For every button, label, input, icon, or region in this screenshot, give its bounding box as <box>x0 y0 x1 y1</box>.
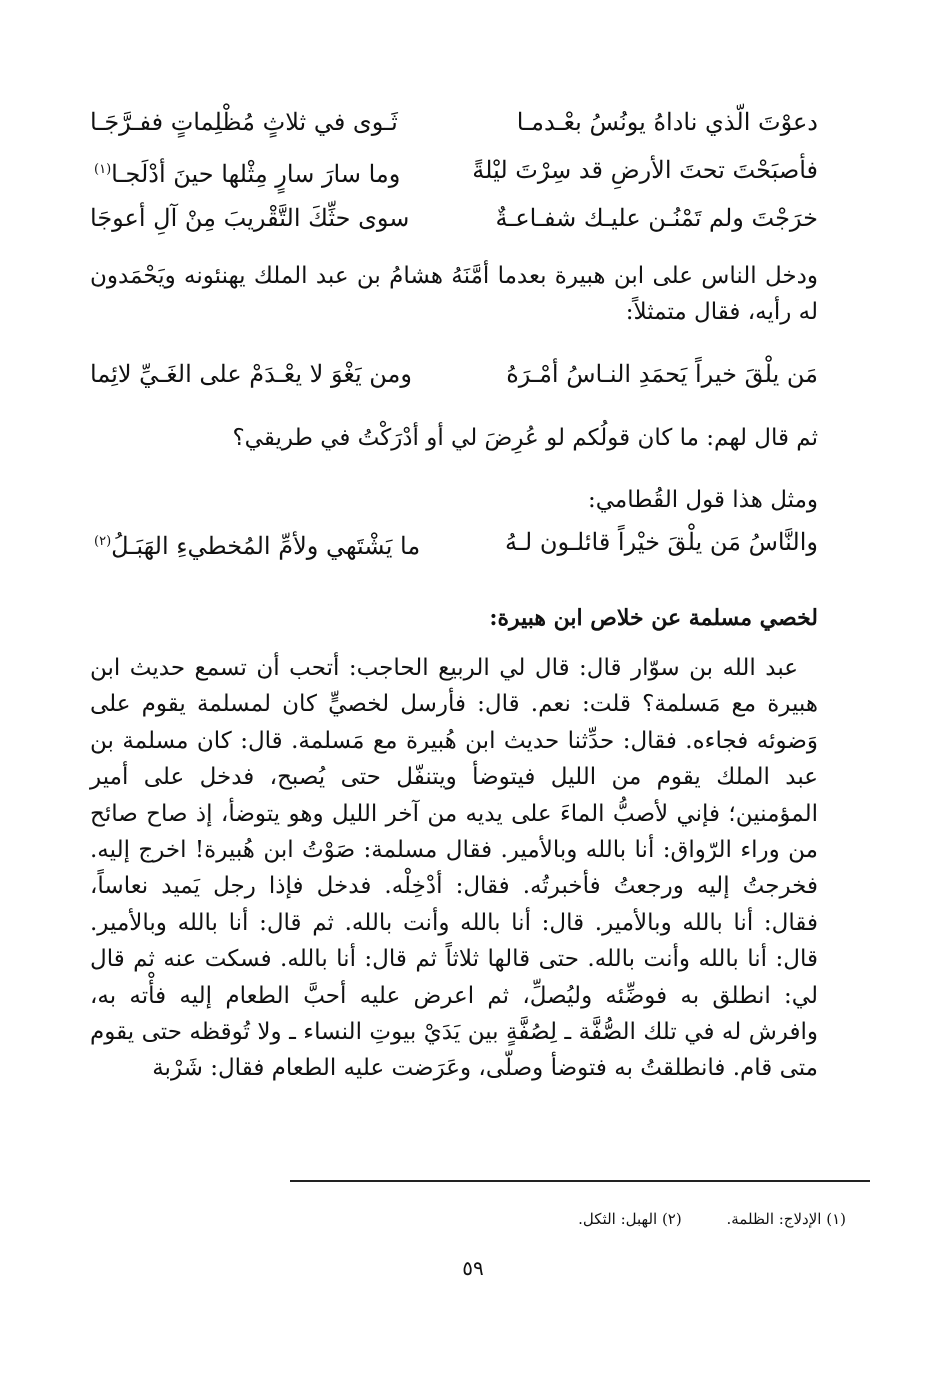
verse-line <box>90 100 818 144</box>
verse-second-hemistich: ومن يَغْوَ لا يعْـدَمْ على الغَـيِّ لائِما <box>90 360 412 388</box>
verse-second-hemistich: ما يَشْتَهي ولأمِّ المُخطيءِ الهَبَـلُ <box>111 532 421 560</box>
verse-first-hemistich: والنَّاسُ مَن يلْقَ خيْراً قائلـون لـهُ <box>505 528 818 556</box>
verse-line <box>90 520 818 564</box>
footnotes <box>538 1206 846 1232</box>
paragraph-intro: ودخل الناس على ابن هبيرة بعدما أمَّنَهُ هشامُ بن عبد الملك يهنئونه ويَحْمَدون له رأيه، فقال متمثلاً: <box>90 263 818 325</box>
verse-second-hemistich: وما سارَ سارٍ مِثْلها حينَ أدْلَجـا <box>111 160 401 188</box>
paragraph-question: ثم قال لهم: ما كان قولُكم لو عُرِضَ لي أو أدْرَكْتُ في طريقي؟ <box>232 425 818 451</box>
verse-first-hemistich: فأصبَحْتَ تحتَ الأرضِ قد سِرْتَ ليْلةً <box>472 156 818 184</box>
footnote-2: (٢) الهبل: الثكل. <box>578 1210 682 1228</box>
verse-line <box>90 148 818 192</box>
verse-line <box>90 352 818 396</box>
body-paragraph: عبد الله بن سوّار قال: قال لي الربيع الحاجب: أتحب أن تسمع حديث ابن هبيرة مع مَسلمة؟ قلت: نعم. قال: فأرسل لخصيٍّ كان لمسلمة يقوم على وَضوئه فجاءه. فقال: حدِّثنا حديث ابن هُبيرة مع مَسلمة. قال: كان مسلمة بن عبد الملك يقوم من الليل فيتوضأ ويتنفّل حتى يُصبح، فدخل على أمير المؤمنين؛ فإني لأصبُّ الماءَ على يديه من آخر الليل وهو يتوضأ، إذ صاح صائح من وراء الرّواق: أنا بالله وبالأمير. فقال مسلمة: صَوْتُ ابن هُبيرة! اخرج إليه. فخرجتُ إليه ورجعتُ فأخبرتُه. فقال: أدْخِلْه. فدخل فإذا رجل يَميد نعاساً، فقال: أنا بالله وبالأمير. قال: أنا بالله وأنت بالله. ثم قال: أنا بالله وبالأمير. قال: أنا بالله وأنت بالله. حتى قالها ثلاثاً ثم قال: أنا بالله. فسكت عنه ثم قال لي: انطلق به فوضِّئه وليُصلِّ، ثم اعرض عليه أحبَّ الطعام إليه فأْته به، وافرش له في تلك الصُّفَّة ـ لِصُفَّةٍ بين يَدَيْ بيوتِ النساء ـ ولا تُوقظه حتى يقوم متى قام. فانطلقتُ به فتوضأ وصلّى، وعَرَضت عليه الطعام فقال: شَرْبة <box>90 655 818 1082</box>
verse-first-hemistich: خرَجْتَ ولم تَمْنُـن عليـك شفـاعـةٌ <box>495 204 818 232</box>
footnote-marker: (٢) <box>94 534 112 549</box>
verse-first-hemistich: مَن يلْقَ خيراً يَحمَدِ النـاسُ أمْـرَهُ <box>506 360 818 388</box>
verse-second-hemistich: ثَـوى في ثلاثٍ مُظْلِماتٍ ففـرَّجَـا <box>90 108 398 136</box>
verse-first-hemistich: دعوْتَ الّذي ناداهُ يونُسُ بعْـدمـا <box>516 108 818 136</box>
section-heading: لخصي مسلمة عن خلاص ابن هبيرة: <box>489 605 818 631</box>
footnote-marker: (١) <box>94 162 112 177</box>
footnote-divider <box>290 1180 870 1182</box>
verse-second-hemistich: سوى حثِّكَ التَّقْريبَ مِنْ آلِ أعوجَا <box>90 204 410 232</box>
verse-line <box>90 196 818 240</box>
footnote-1: (١) الإدلاج: الظلمة. <box>726 1210 846 1228</box>
paragraph-quote-intro: ومثل هذا قول القُطامي: <box>587 487 818 513</box>
page-number: ٥٩ <box>462 1256 484 1280</box>
